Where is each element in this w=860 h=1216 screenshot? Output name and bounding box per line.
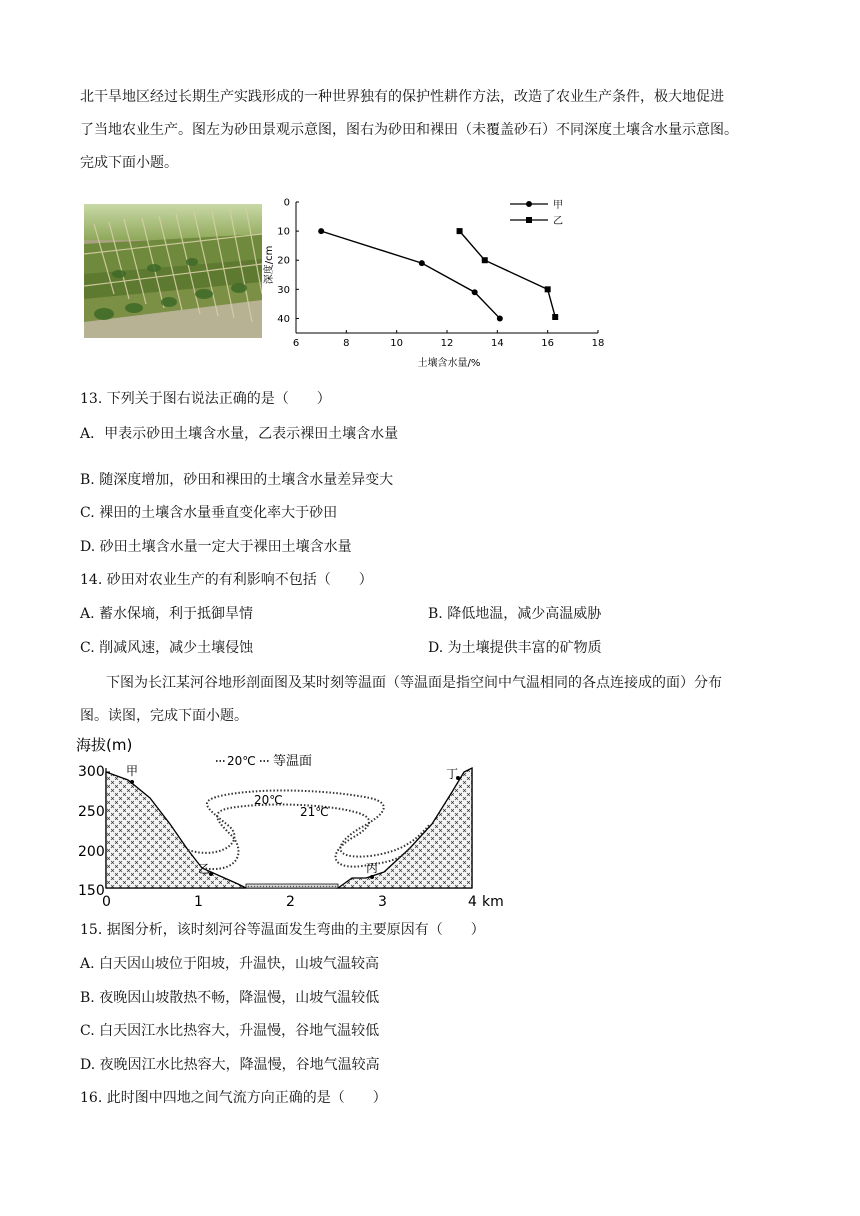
x-tick-label-1: 8 [343, 338, 350, 349]
x-tick-0: 0 [102, 894, 111, 910]
question-14-stem: 14. 砂田对农业生产的有利影响不包括（ ） [80, 572, 373, 588]
y-tick-label-1: 10 [277, 226, 290, 238]
x-tick-label-0: 6 [292, 338, 300, 349]
question-14-option-b: B. 降低地温，减少高温威胁 [428, 606, 602, 622]
x-tick-label-3: 12 [440, 338, 454, 349]
series-1-point-0 [457, 228, 463, 234]
elevation-axis-label: 海拔(m) [76, 736, 133, 754]
series-0-point-2 [472, 289, 478, 295]
x-tick-label-6: 18 [591, 338, 605, 349]
question-16-stem: 16. 此时图中四地之间气流方向正确的是（ ） [80, 1090, 387, 1106]
question-15-option-a: A. 白天因山坡位于阳坡，升温快，山坡气温较高 [80, 956, 380, 972]
x-axis-unit: km [482, 894, 504, 910]
y-tick-label-3: 30 [277, 284, 290, 296]
legend-marker-1 [526, 217, 532, 223]
isotherm-label-21: 21℃ [300, 805, 329, 819]
chart-legend [510, 199, 563, 227]
soil-moisture-chart [262, 190, 612, 375]
isotherm-label-20: 20℃ [254, 793, 283, 807]
series-1-point-2 [545, 286, 551, 292]
intro-line-2: 了当地农业生产。图左为砂田景观示意图，图右为砂田和裸田（未覆盖砂石）不同深度土壤含水量示意图。 [80, 122, 738, 138]
question-13-option-c: C. 裸田的土壤含水量垂直变化率大于砂田 [80, 505, 338, 521]
question-13-stem: 13. 下列关于图右说法正确的是（ ） [80, 391, 331, 407]
terrain-right [338, 768, 472, 888]
y-tick-label-0: 0 [283, 197, 290, 209]
x-tick-2: 2 [286, 894, 295, 910]
y-axis-label: 深度/cm [264, 245, 275, 285]
valley-profile-diagram [70, 732, 510, 910]
question-15-option-b: B. 夜晚因山坡散热不畅，降温慢，山坡气温较低 [80, 990, 380, 1006]
x-tick-3: 3 [378, 894, 387, 910]
series-line-1 [460, 231, 556, 317]
question-14-option-c: C. 削减风速，减少土壤侵蚀 [80, 640, 254, 656]
y-tick-200: 200 [78, 844, 105, 860]
series-0-point-3 [497, 315, 503, 321]
x-tick-label-2: 10 [390, 338, 404, 349]
passage2-line-2: 图。读图，完成下面小题。 [80, 708, 248, 724]
legend-marker-0 [526, 201, 532, 207]
y-tick-300: 300 [78, 764, 105, 780]
intro-line-1: 北干旱地区经过长期生产实践形成的一种世界独有的保护性耕作方法，改造了农业生产条件，极大地促进 [80, 89, 724, 105]
series-0-point-1 [419, 260, 425, 266]
y-tick-250: 250 [78, 804, 105, 820]
legend-label-0: 甲 [553, 200, 563, 211]
question-15-option-c: C. 白天因江水比热容大，升温慢，谷地气温较低 [80, 1023, 380, 1039]
point-ding: 丁 [446, 767, 459, 781]
series-0-point-0 [318, 228, 324, 234]
sand-field-photo [84, 204, 262, 338]
question-13-option-d: D. 砂田土壤含水量一定大于裸田土壤含水量 [80, 539, 352, 555]
question-14-option-d: D. 为土壤提供丰富的矿物质 [428, 640, 602, 656]
question-14-option-a: A. 蓄水保墒，利于抵御旱情 [80, 606, 254, 622]
x-tick-4: 4 [468, 894, 477, 910]
terrain-left [106, 772, 246, 888]
x-axis-label: 土壤含水量/% [417, 358, 481, 369]
x-tick-label-4: 14 [490, 338, 504, 349]
point-jia: 甲 [126, 764, 139, 778]
river [246, 884, 338, 888]
passage2-line-1: 下图为长江某河谷地形剖面图及某时刻等温面（等温面是指空间中气温相同的各点连接成的面）分布 [106, 675, 722, 691]
question-13-option-a: A．甲表示砂田土壤含水量，乙表示裸田土壤含水量 [80, 426, 399, 442]
series-line-0 [321, 231, 500, 318]
point-yi: 乙 [198, 862, 211, 876]
question-15-option-d: D. 夜晚因江水比热容大，降温慢，谷地气温较高 [80, 1057, 380, 1073]
y-tick-label-4: 40 [277, 313, 290, 325]
y-tick-150: 150 [78, 883, 105, 899]
series-1-point-3 [552, 314, 558, 320]
intro-line-3: 完成下面小题。 [80, 155, 178, 171]
isotherm-20 [188, 790, 430, 856]
legend-label-1: 乙 [553, 216, 563, 227]
isotherm-legend-text: 等温面 [273, 754, 313, 769]
point-bing: 丙 [366, 861, 379, 875]
y-tick-label-2: 20 [277, 255, 290, 267]
x-tick-1: 1 [194, 894, 203, 910]
x-tick-label-5: 16 [541, 338, 555, 349]
question-13-option-b: B. 随深度增加，砂田和裸田的土壤含水量差异变大 [80, 472, 394, 488]
question-15-stem: 15. 据图分析，该时刻河谷等温面发生弯曲的主要原因有（ ） [80, 922, 485, 938]
isotherm-legend-value: 20℃ [227, 754, 256, 768]
series-1-point-1 [482, 257, 488, 263]
